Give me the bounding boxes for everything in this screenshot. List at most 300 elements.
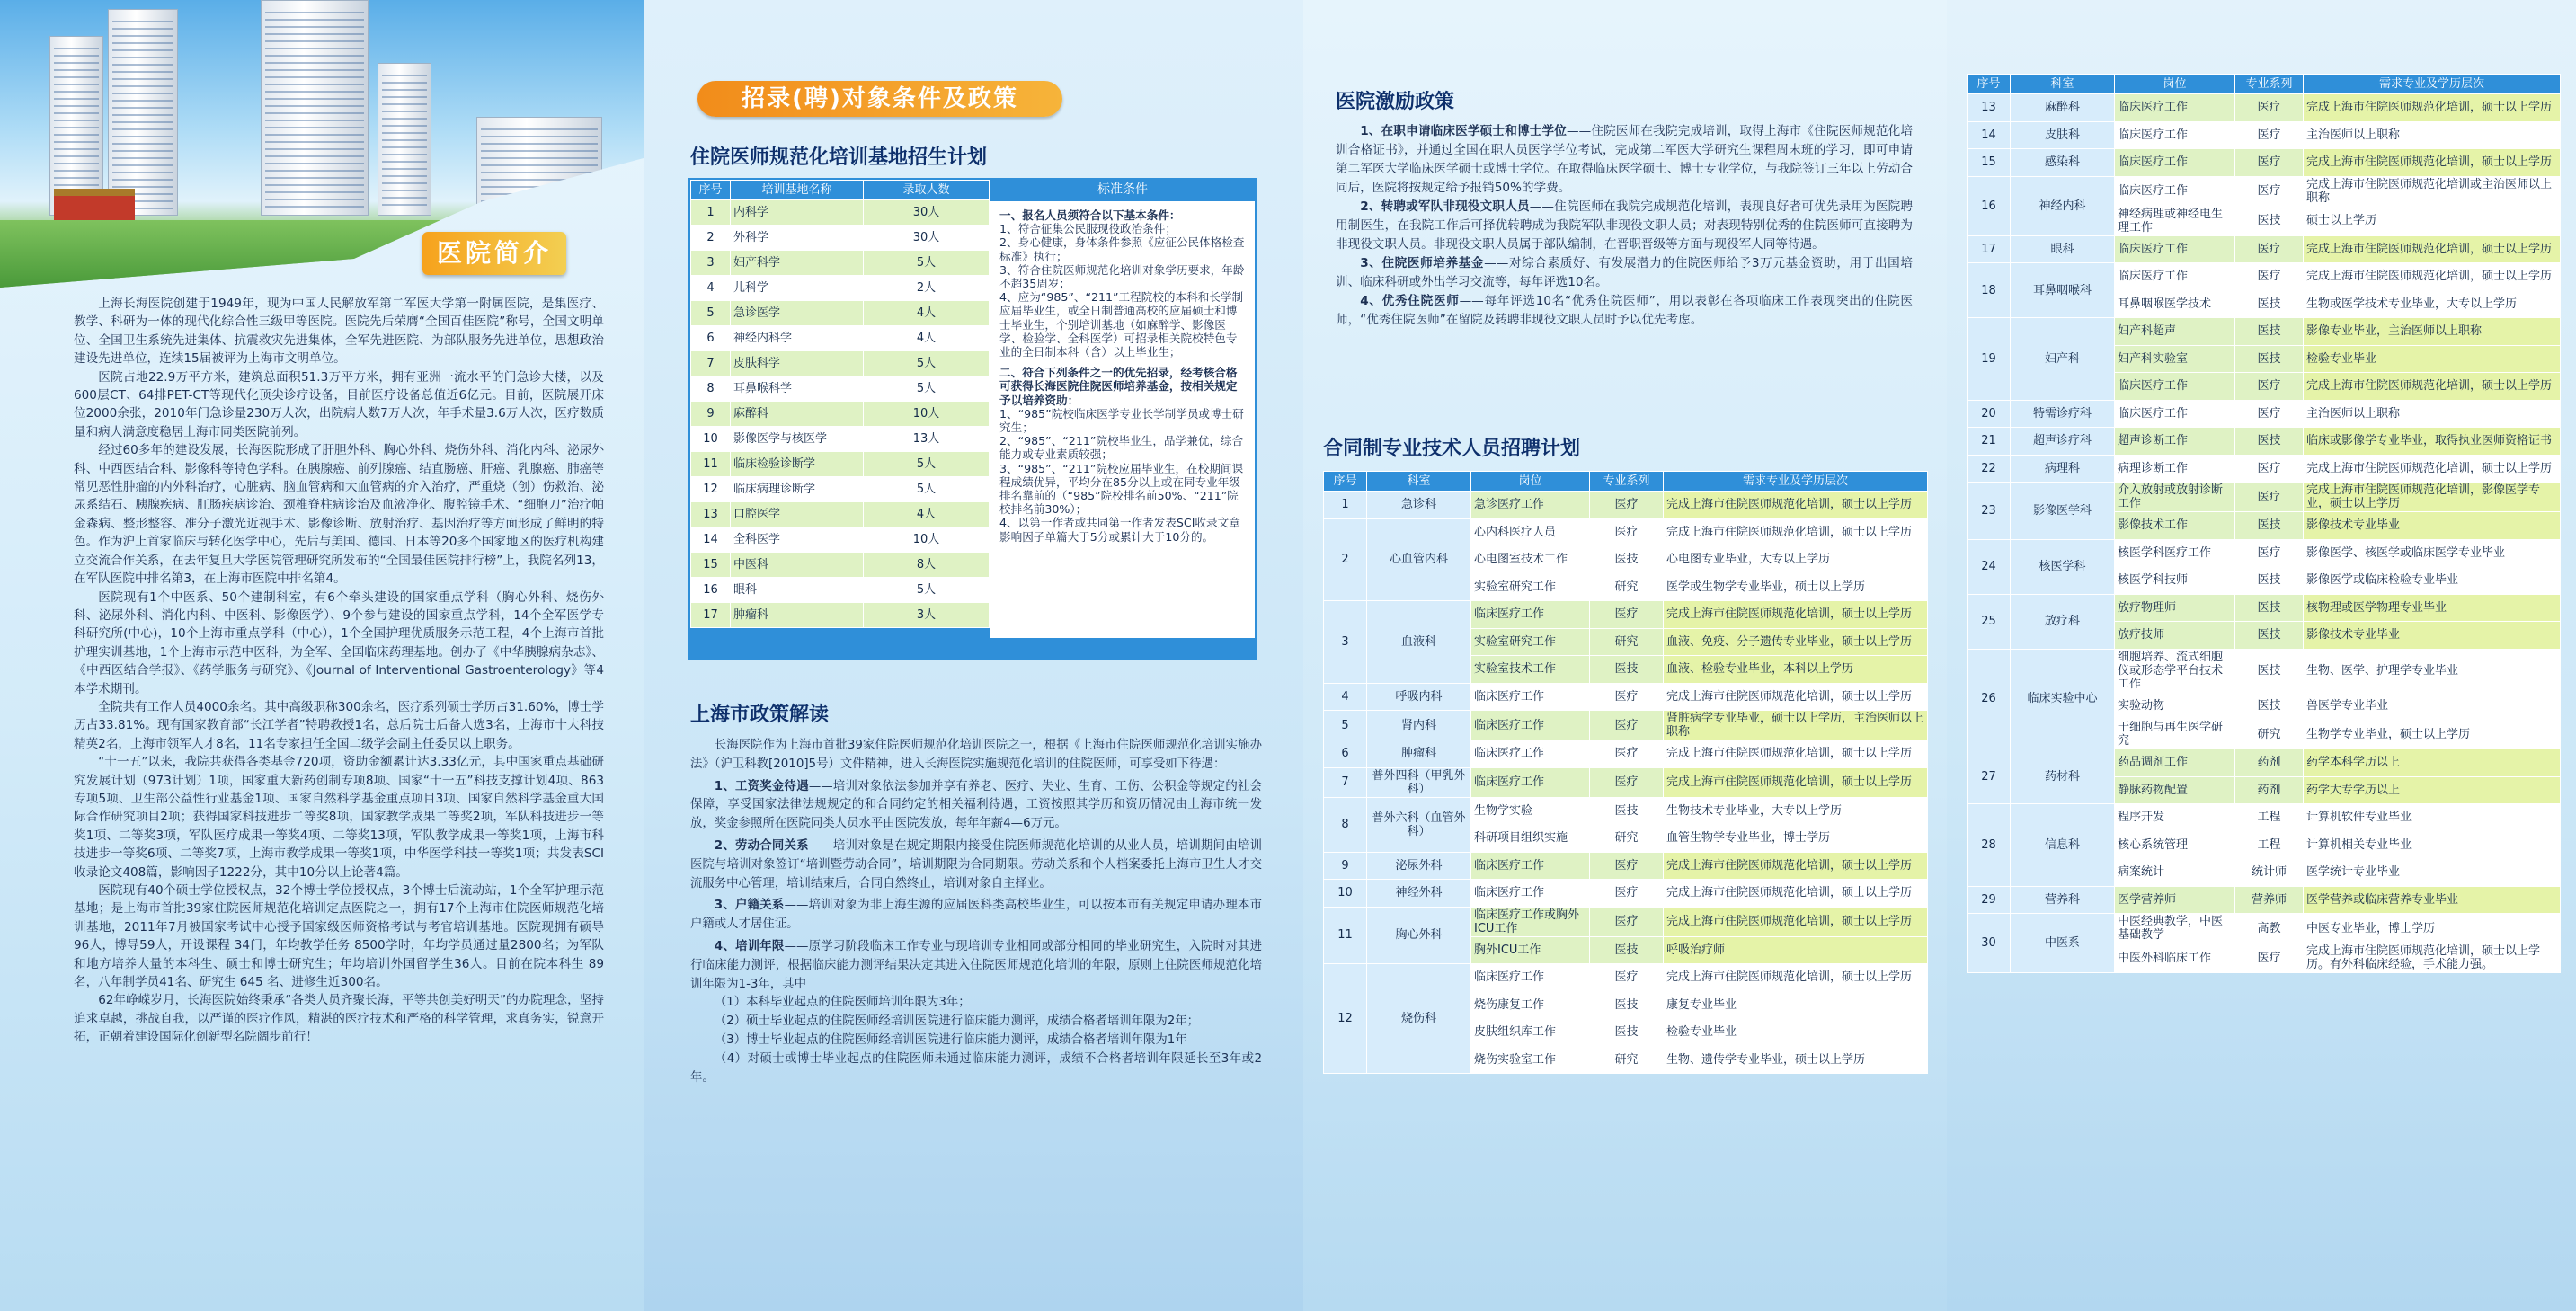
contract-series: 医疗 [1590,492,1664,519]
intro-paragraph: 上海长海医院创建于1949年，现为中国人民解放军第二军医大学第一附属医院，是集医疗、教学、科研为一体的现代化综合性三级甲等医院。医院先后荣膺“全国百佳医院”称号，全国文明单位、全国卫生系统先进集体、抗震救灾先进集体，全军先进医院、为部队服务先进单位，思想政治建设先进单位，连续15届被评为上海市文明单位。 [74,297,604,367]
contract-dept: 肾内科 [1367,711,1471,740]
plan-count: 30人 [864,200,990,226]
contract-post: 耳鼻咽喉医学技术 [2115,290,2235,318]
contract-requirement: 主治医师以上职称 [2304,121,2561,149]
plan-title: 住院医师规范化培训基地招生计划 [690,146,988,169]
contract-header-post: 岗位 [2115,75,2235,94]
intro-paragraph: 医院现有40个硕士学位授权点，32个博士学位授权点，3个博士后流动站，1个全军护理示范基地；是上海市首批39家住院医师规范化培训定点医院之一，拥有17个上海市住院医师规范化培训基地，2011年7月被国家考试中心授予国家级医师资格考试与考官培训基地。医院现拥有硕导96人，博导59人，开设课程 34门，年均教学任务 8500学时，年均学员通过量2800名；为军队和地方培养大量的本科生、硕士和博士研究生；年均培训外国留学生36人。目前在院本科生 89 名，八年制学员41名、研究生 645 名、进修生近300名。 [74,883,604,990]
contract-row [1324,767,1928,797]
contract-dept: 眼科 [2011,235,2115,263]
incentive-title: 医院激励政策 [1336,91,1455,113]
contract-series: 医技 [2235,622,2304,650]
contract-requirement: 硕士以上学历 [2304,206,2561,235]
contract-series: 研究 [1590,825,1664,853]
contract-post: 药品调剂工作 [2115,749,2235,777]
contract-no: 28 [1968,804,2011,887]
plan-row [691,301,990,326]
contract-header-no: 序号 [1968,75,2011,94]
contract-no: 9 [1324,852,1367,880]
plan-no: 11 [691,452,731,477]
contract-dept: 营养科 [2011,886,2115,914]
plan-table [690,180,990,628]
contract-row [1968,318,2561,346]
contract-series: 研究 [1590,1046,1664,1074]
contract-post: 临床医疗工作 [1471,767,1590,797]
contract-post: 临床医疗工作 [2115,373,2235,401]
plan-count: 8人 [864,553,990,578]
contract-requirement: 影像专业毕业，主治医师以上职称 [2304,318,2561,346]
contract-requirement: 计算机软件专业毕业 [2304,804,2561,832]
contract-post: 临床医疗工作或胸外ICU工作 [1471,907,1590,936]
contract-no: 20 [1968,400,2011,428]
plan-row [691,527,990,553]
contract-post: 临床医疗工作 [1471,852,1590,880]
contract-requirement: 完成上海市住院医师规范化培训，硕士以上学历 [1664,907,1928,936]
contract-row [1324,711,1928,740]
contract-dept: 超声诊疗科 [2011,428,2115,456]
plan-base-name: 影像医学与核医学 [731,427,864,452]
plan-row [691,376,990,402]
contract-row [1324,907,1928,936]
contract-dept: 胸心外科 [1367,907,1471,964]
contract-header-post: 岗位 [1471,472,1590,492]
contract-post: 介入放射或放射诊断工作 [2115,483,2235,512]
contract-row [1968,428,2561,456]
contract-series: 医疗 [2235,400,2304,428]
contract-series: 医疗 [1590,740,1664,768]
contract-header-dept: 科室 [1367,472,1471,492]
plan-count: 4人 [864,326,990,351]
contract-requirement: 心电图专业毕业，大专以上学历 [1664,546,1928,574]
cond-item: 1、“985”院校临床医学专业长学制学员或博士研究生； [999,406,1244,435]
contract-series: 医疗 [2235,94,2304,122]
contract-post: 心电图室技术工作 [1471,546,1590,574]
plan-row [691,226,990,251]
plan-row [691,276,990,301]
contract-row [1968,539,2561,567]
contract-requirement: 药学本科学历以上 [2304,749,2561,777]
plan-count: 5人 [864,376,990,402]
contract-no: 26 [1968,649,2011,749]
contract-requirement: 影像医学、核医学或临床医学专业毕业 [2304,539,2561,567]
intro-panel [0,0,644,1311]
contract-no: 2 [1324,518,1367,601]
contract-requirement: 完成上海市住院医师规范化培训，硕士以上学历 [2304,94,2561,122]
contract-no: 10 [1324,880,1367,908]
contract-requirement: 完成上海市住院医师规范化培训，硕士以上学历 [1664,880,1928,908]
contract-series: 医疗 [1590,711,1664,740]
incentive-item [1336,198,1913,254]
contract-dept: 心血管内科 [1367,518,1471,601]
contract-post: 核医学科技师 [2115,567,2235,595]
contract-series: 医技 [2235,345,2304,373]
plan-row [691,578,990,603]
plan-base-name: 耳鼻喉科学 [731,376,864,402]
contract-post: 心内科医疗人员 [1471,518,1590,546]
intro-paragraph: 经过60多年的建设发展，长海医院形成了肝胆外科、胸心外科、烧伤外科、消化内科、泌尿外科、中西医结合科、影像科等特色学科。在胰腺癌、前列腺癌、结直肠癌、肝癌、乳腺癌、肺癌等常见恶性肿瘤的内外科治疗，心脏病、脑血管病和大血管病的介入治疗，严重烧（创）伤救治、泌尿系结石、胰腺疾病、肛肠疾病诊治、颈椎脊柱病诊治及血液净化、腹腔镜手术、“细胞刀”治疗帕金森病、整形整容、准分子激光近视手术、影像诊断、放射治疗、基因治疗等方面形成了鲜明的特色。作为沪上首家临床与转化医学中心，先后与美国、德国、日本等20多个国家地区的医疗机构建立交流合作关系，在去年复旦大学医院管理研究所发布的“全国最佳医院排行榜”上，我院名列13，在军队医院中排名第3，在上海市医院中排名第4。 [74,443,604,587]
contract-dept: 核医学科 [2011,539,2115,594]
plan-base-name: 肿瘤科 [731,603,864,628]
intro-paragraph: 全院共有工作人员4000余名。其中高级职称300余名，医疗系列硕士学历占31.60%，博士学历占33.81%。现有国家教育部“长江学者”特聘教授1名，总后院士后备人选3名，上海市十大科技精英2名，上海市领军人才8名，11名专家担任全国二级学会副主任委员以上职务。 [74,699,604,751]
plan-row [691,502,990,527]
contract-requirement: 完成上海市住院医师规范化培训，硕士以上学历 [2304,263,2561,291]
contract-series: 医技 [2235,318,2304,346]
contract-post: 医学营养师 [2115,886,2235,914]
plan-row [691,553,990,578]
contract-series: 医疗 [2235,455,2304,483]
contract-series: 医技 [2235,649,2304,692]
incentive-text [1336,122,1913,330]
contract-row [1324,852,1928,880]
contract-dept: 临床实验中心 [2011,649,2115,749]
contract-post: 生物学实验 [1471,797,1590,825]
contract-post: 核心系统管理 [2115,831,2235,859]
contract-panel-right [1947,0,2576,1311]
contract-row [1968,749,2561,777]
contract-post: 临床医疗工作 [2115,235,2235,263]
contract-no: 12 [1324,964,1367,1074]
plan-no: 10 [691,427,731,452]
contract-row [1324,601,1928,629]
contract-post: 影像技术工作 [2115,512,2235,540]
policy-item [690,938,1262,994]
contract-row [1968,594,2561,622]
contract-requirement: 影像技术专业毕业 [2304,512,2561,540]
plan-no: 13 [691,502,731,527]
contract-series: 研究 [1590,573,1664,601]
contract-post: 烧伤康复工作 [1471,991,1590,1019]
contract-series: 医疗 [2235,149,2304,177]
policy-item-head: 1、工资奖金待遇 [714,779,809,793]
plan-count: 3人 [864,603,990,628]
intro-paragraph: 医院占地22.9万平方米，建筑总面积51.3万平方米，拥有亚洲一流水平的门急诊大楼，以及600层CT、64排PET-CT等现代化顶尖诊疗设备，目前医疗设备总值近6亿元。目前，医院展开床位2000余张，2010年门急诊量230万人次，出院病人数7万人次，年手术量3.6万人次，医疗数质量和病人满意度稳居上海市同类医院前列。 [74,369,604,439]
plan-base-name: 全科医学 [731,527,864,553]
contract-series: 医技 [2235,290,2304,318]
contract-requirement: 检验专业毕业 [2304,345,2561,373]
contract-series: 工程 [2235,804,2304,832]
incentive-item-text: ——对综合素质好、有发展潜力的住院医师给予3万元基金资助，用于出国培训、临床科研或外出学习交流等，每年评选10名。 [1336,256,1913,289]
contract-post: 细胞培养、流式细胞仪或形态学平台技术工作 [2115,649,2235,692]
contract-post: 妇产科实验室 [2115,345,2235,373]
contract-no: 27 [1968,749,2011,804]
contract-requirement: 计算机相关专业毕业 [2304,831,2561,859]
contract-row [1324,880,1928,908]
contract-requirement: 完成上海市住院医师规范化培训，硕士以上学历 [2304,149,2561,177]
contract-post: 中医外科临床工作 [2115,943,2235,973]
contract-requirement: 肾脏病学专业毕业，硕士以上学历，主治医师以上职称 [1664,711,1928,740]
contract-no: 4 [1324,683,1367,711]
contract-series: 高教 [2235,914,2304,943]
contract-row [1324,740,1928,768]
contract-series: 研究 [2235,720,2304,749]
contract-row [1968,263,2561,291]
plan-count: 4人 [864,301,990,326]
contract-requirement: 检验专业毕业 [1664,1019,1928,1047]
plan-count: 2人 [864,276,990,301]
contract-requirement: 影像医学或临床检验专业毕业 [2304,567,2561,595]
contract-requirement: 完成上海市住院医师规范化培训，硕士以上学历。有外科临床经验，手术能力强。 [2304,943,2561,973]
policy-item [690,897,1262,935]
contract-requirement: 完成上海市住院医师规范化培训，硕士以上学历 [1664,492,1928,519]
contract-no: 16 [1968,176,2011,235]
contract-post: 胸外ICU工作 [1471,936,1590,964]
contract-requirement: 生物学专业毕业，硕士以上学历 [2304,720,2561,749]
contract-requirement: 完成上海市住院医师规范化培训，硕士以上学历 [1664,964,1928,992]
plan-no: 2 [691,226,731,251]
contract-dept: 泌尿外科 [1367,852,1471,880]
contract-requirement: 完成上海市住院医师规范化培训，影像医学专业，硕士以上学历 [2304,483,2561,512]
policy-subitem: （4）对硕士或博士毕业起点的住院医师未通过临床能力测评，成绩不合格者培训年限延长至3年或2年。 [690,1051,1262,1085]
plan-count: 4人 [864,502,990,527]
plan-base-name: 中医科 [731,553,864,578]
policy-item [690,837,1262,893]
contract-no: 5 [1324,711,1367,740]
contract-no: 14 [1968,121,2011,149]
plan-row [691,326,990,351]
contract-series: 医技 [2235,512,2304,540]
cond-heading-1: 一、报名人员须符合以下基本条件： [999,208,1181,222]
contract-dept: 普外四科（甲乳外科） [1367,767,1471,797]
plan-no: 8 [691,376,731,402]
contract-table-left [1323,471,1928,1074]
contract-requirement: 药学大专学历以上 [2304,776,2561,804]
contract-dept: 皮肤科 [2011,121,2115,149]
policy-title: 上海市政策解读 [690,704,830,726]
contract-dept: 麻醉科 [2011,94,2115,122]
plan-base-name: 神经内科学 [731,326,864,351]
incentive-item [1336,122,1913,198]
intro-paragraph: “十一五”以来，我院共获得各类基金720项，资助金额累计达3.33亿元，其中国家重点基础研究发展计划（973计划）1项，国家重大新药创制专项8项、国家“十一五”科技支撑计划4项、863专项5项、卫生部公益性行业基金1项、国家自然科学基金重点项目3项、国家自然科学基金重大国际合作研究项目2项；获得国家科技进步二等奖8项，国家教学成果二等奖2项，军队科技进步一等奖1项、二等奖3项，军队医疗成果一等奖4项、二等奖13项，军队教学成果一等奖1项，上海市科技进步一等奖6项、二等奖7项，上海市教学成果一等奖1项，中华医学科技一等奖1项；共发表SCI收录论文408篇，影响因子1222分，其中10分以上论著4篇。 [74,755,604,880]
plan-count: 30人 [864,226,990,251]
incentive-item-text: ——住院医师在我院完成培训，取得上海市《住院医师规范化培训合格证书》，并通过全国在职人员医学学位考试，完成第二军医大学研究生课程周末班的学习，即可申请第二军医大学临床医学硕士或博士学位。在取得临床医学硕士、博士专业学位，与我院签订三年以上劳动合同后，医院将按规定给予报销50%的学费。 [1336,124,1913,195]
contract-series: 医疗 [1590,880,1664,908]
policy-subitem: （3）博士毕业起点的住院医师经培训医院进行临床能力测评，成绩合格者培训年限为1年 [714,1032,1187,1047]
contract-series: 研究 [1590,628,1664,656]
plan-row [691,603,990,628]
plan-no: 9 [691,402,731,427]
cond-item: 2、身心健康，身体条件参照《应征公民体格检查标准》执行； [999,235,1245,263]
plan-row [691,251,990,276]
plan-count: 5人 [864,578,990,603]
contract-no: 17 [1968,235,2011,263]
contract-post: 实验动物 [2115,692,2235,720]
plan-no: 3 [691,251,731,276]
contract-row [1968,804,2561,832]
contract-dept: 特需诊疗科 [2011,400,2115,428]
contract-series: 医技 [1590,991,1664,1019]
contract-requirement: 完成上海市住院医师规范化培训或主治医师以上职称 [2304,176,2561,206]
contract-series: 医疗 [1590,683,1664,711]
contract-dept: 急诊科 [1367,492,1471,519]
contract-no: 11 [1324,907,1367,964]
contract-no: 24 [1968,539,2011,594]
intro-text [74,295,604,1047]
contract-post: 临床医疗工作 [1471,880,1590,908]
contract-series: 医技 [2235,206,2304,235]
plan-no: 1 [691,200,731,226]
plan-no: 6 [691,326,731,351]
plan-base-name: 急诊医学 [731,301,864,326]
plan-count: 5人 [864,251,990,276]
cond-item: 4、应为“985”、“211”工程院校的本科和长学制应届毕业生，或全日制普通高校的应届硕士和博士毕业生，个别培训基地（如麻醉学、影像医学、检验学、全科医学）可招录相关院校特色专业的全日制本科（含）以上毕业生； [999,290,1244,359]
contract-header-series: 专业系列 [2235,75,2304,94]
contract-series: 药剂 [2235,749,2304,777]
contract-post: 神经病理或神经电生理工作 [2115,206,2235,235]
contract-post: 放疗技师 [2115,622,2235,650]
contract-requirement: 完成上海市住院医师规范化培训，硕士以上学历 [1664,518,1928,546]
contract-series: 药剂 [2235,776,2304,804]
plan-base-name: 妇产科学 [731,251,864,276]
plan-count: 10人 [864,527,990,553]
contract-requirement: 兽医学专业毕业 [2304,692,2561,720]
contract-requirement: 完成上海市住院医师规范化培训，硕士以上学历 [2304,455,2561,483]
contract-requirement: 完成上海市住院医师规范化培训，硕士以上学历 [2304,235,2561,263]
contract-header-no: 序号 [1324,472,1367,492]
contract-dept: 呼吸内科 [1367,683,1471,711]
contract-row [1968,94,2561,122]
intro-paragraph: 医院现有1个中医系、50个建制科室，有6个牵头建设的国家重点学科（胸心外科、烧伤外科、泌尿外科、消化内科、中医科、影像医学）、9个参与建设的国家重点学科，14个全军医学专科研究所(中心)，10个上海市重点学科（中心），1个全国护理优质服务示范工程，4个上海市首批护理实训基地，1个上海市示范中医科，为全军、全国临床药理基地。创办了《中华胰腺病杂志》、《中西医结合学报》、《药学服务与研究》、《Journal of Interventional Gastroenterology》等4本学术期刊。 [74,589,604,696]
incentive-item-head: 4、优秀住院医师 [1360,294,1460,308]
contract-requirement: 生物、医学、护理学专业毕业 [2304,649,2561,692]
contract-no: 3 [1324,601,1367,684]
contract-requirement: 生物技术专业毕业，大专以上学历 [1664,797,1928,825]
contract-dept: 信息科 [2011,804,2115,887]
contract-series: 医疗 [1590,852,1664,880]
contract-header-req: 需求专业及学历层次 [1664,472,1928,492]
intro-title-banner [422,232,566,275]
contract-series: 医疗 [2235,483,2304,512]
contract-series: 医疗 [2235,263,2304,291]
contract-series: 统计师 [2235,859,2304,887]
incentive-item [1336,292,1913,330]
plan-header-cond: 标准条件 [990,180,1255,199]
contract-requirement: 血液、检验专业毕业，本科以上学历 [1664,656,1928,684]
contract-row [1968,121,2561,149]
contract-no: 21 [1968,428,2011,456]
contract-series: 医技 [1590,546,1664,574]
policy-item [690,778,1262,834]
contract-post: 临床医疗工作 [1471,964,1590,992]
incentive-item-head: 3、住院医师培养基金 [1360,256,1485,270]
contract-row [1968,235,2561,263]
plan-count: 5人 [864,452,990,477]
contract-post: 中医经典教学，中医基础教学 [2115,914,2235,943]
plan-header-count: 录取人数 [864,181,990,200]
plan-base-name: 外科学 [731,226,864,251]
contract-post: 病理诊断工作 [2115,455,2235,483]
contract-row [1968,649,2561,692]
contract-requirement: 完成上海市住院医师规范化培训，硕士以上学历 [2304,373,2561,401]
contract-series: 医技 [1590,656,1664,684]
contract-series: 医技 [1590,936,1664,964]
contract-post: 实验室研究工作 [1471,573,1590,601]
contract-row [1324,492,1928,519]
contract-series: 医技 [2235,567,2304,595]
cond-heading-2: 二、符合下列条件之一的优先招录，经考核合格可获得长海医院住院医师培养基金，按相关规定予以培养资助： [999,366,1238,407]
contract-dept: 妇产科 [2011,318,2115,401]
contract-requirement: 影像技术专业毕业 [2304,622,2561,650]
contract-no: 29 [1968,886,2011,914]
plan-base-name: 眼科 [731,578,864,603]
contract-requirement: 完成上海市住院医师规范化培训，硕士以上学历 [1664,740,1928,768]
contract-requirement: 核物理或医学物理专业毕业 [2304,594,2561,622]
contract-series: 医技 [2235,428,2304,456]
recruit-panel [644,0,1303,1311]
plan-no: 16 [691,578,731,603]
plan-row [691,402,990,427]
contract-series: 医疗 [1590,601,1664,629]
incentive-item-head: 1、在职申请临床医学硕士和博士学位 [1360,124,1567,138]
plan-no: 17 [691,603,731,628]
contract-requirement: 生物或医学技术专业毕业，大专以上学历 [2304,290,2561,318]
policy-item-head: 3、户籍关系 [714,899,785,913]
contract-requirement: 中医专业毕业，博士学历 [2304,914,2561,943]
contract-no: 22 [1968,455,2011,483]
plan-count: 13人 [864,427,990,452]
contract-post: 临床医疗工作 [2115,400,2235,428]
contract-no: 15 [1968,149,2011,177]
incentive-item-text: ——每年评选10名“优秀住院医师”，用以表彰在各项临床工作表现突出的住院医师，“优秀住院医师”在留院及转聘非现役文职人员时予以优先考虑。 [1336,294,1913,327]
contract-series: 医疗 [2235,373,2304,401]
contract-post: 急诊医疗工作 [1471,492,1590,519]
policy-intro: 长海医院作为上海市首批39家住院医师规范化培训医院之一，根据《上海市住院医师规范化培训实施办法》（沪卫科教[2010]5号）文件精神，进入长海医院实施规范化培训的住院医师，可享受如下待遇： [690,739,1262,771]
cond-item: 1、符合征集公民服现役政治条件； [999,222,1177,236]
contract-post: 实验室技术工作 [1471,656,1590,684]
contract-dept: 放疗科 [2011,594,2115,649]
plan-count: 10人 [864,402,990,427]
contract-no: 8 [1324,797,1367,852]
contract-header-series: 专业系列 [1590,472,1664,492]
plan-no: 12 [691,477,731,502]
contract-requirement: 医学或生物学专业毕业，硕士以上学历 [1664,573,1928,601]
contract-series: 医技 [2235,692,2304,720]
plan-base-name: 临床检验诊断学 [731,452,864,477]
contract-requirement: 医学营养或临床营养专业毕业 [2304,886,2561,914]
contract-series: 医疗 [1590,964,1664,992]
plan-base-name: 临床病理诊断学 [731,477,864,502]
contract-series: 医疗 [1590,518,1664,546]
plan-base-name: 皮肤科学 [731,351,864,376]
contract-series: 医疗 [2235,235,2304,263]
contract-row [1324,797,1928,825]
contract-series: 医疗 [1590,767,1664,797]
plan-base-name: 儿科学 [731,276,864,301]
policy-item-text: ——培训对象是在规定期限内接受住院医师规范化培训的从业人员，培训期间由培训医院与培训对象签订“培训暨劳动合同”，培训期限为合同期限。劳动关系和个人档案委托上海市卫生人才交流服务中心管理，培训结束后，合同自然终止，培训对象自主择业。 [690,838,1262,890]
plan-count: 5人 [864,351,990,376]
contract-series: 医疗 [2235,121,2304,149]
intro-title: 医院简介 [436,238,552,268]
plan-header-name: 培训基地名称 [731,181,864,200]
contract-post: 妇产科超声 [2115,318,2235,346]
contract-no: 30 [1968,914,2011,973]
contract-post: 临床医疗工作 [2115,94,2235,122]
contract-header-dept: 科室 [2011,75,2115,94]
contract-post: 程序开发 [2115,804,2235,832]
cond-item: 3、符合住院医师规范化培训对象学历要求，年龄不超35周岁； [999,262,1245,291]
contract-dept: 病理科 [2011,455,2115,483]
contract-post: 烧伤实验室工作 [1471,1046,1590,1074]
incentive-item-head: 2、转聘或军队非现役文职人员 [1360,199,1530,214]
contract-dept: 影像医学科 [2011,483,2115,540]
contract-no: 25 [1968,594,2011,649]
contract-dept: 神经外科 [1367,880,1471,908]
plan-row [691,427,990,452]
contract-series: 医技 [2235,594,2304,622]
contract-post: 科研项目组织实施 [1471,825,1590,853]
contract-post: 放疗物理师 [2115,594,2235,622]
contract-dept: 耳鼻咽喉科 [2011,263,2115,318]
contract-no: 23 [1968,483,2011,540]
